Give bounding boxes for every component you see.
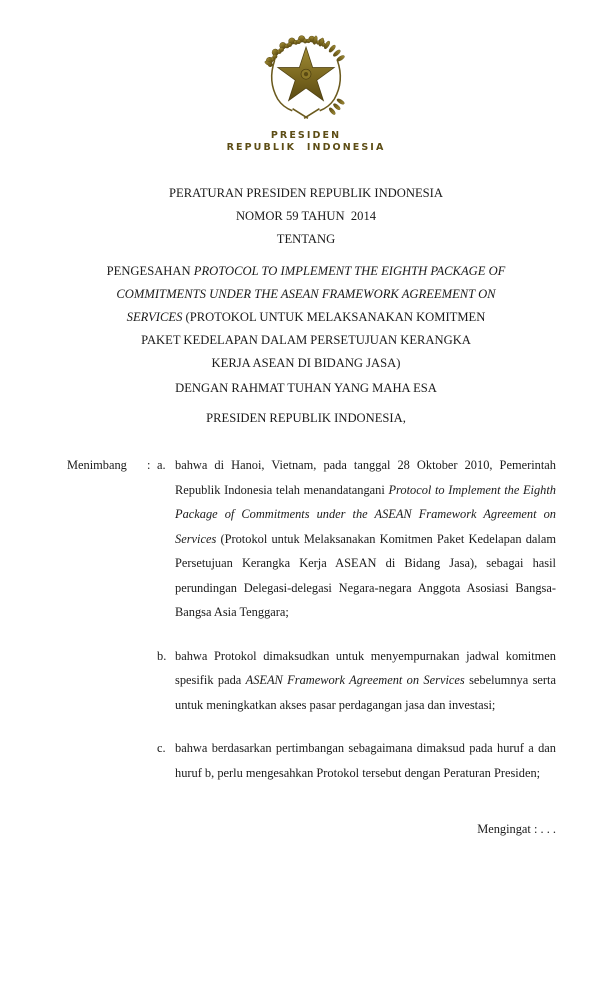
considerans-a-part2: (Protokol untuk Melaksanakan Komitmen Paket Kedelapan dalam Persetujuan Kerangka Kerja ASEAN di Bidang Jasa), sebagai hasil perundingan Delegasi-delegasi Negara-negara Anggota Asosiasi Bangsa-Bangsa Asia Tenggara;: [175, 531, 556, 619]
title-line-pengesahan-5: KERJA ASEAN DI BIDANG JASA): [211, 356, 401, 370]
considerans-text-b: [175, 644, 556, 718]
considerans-a-italic: Protocol to Implement the Eighth Package of Commitments under the ASEAN Framework Agreement on Services: [175, 482, 557, 546]
considerans-a-part1: bahwa di Hanoi, Vietnam, pada tanggal 28 Oktober 2010, Pemerintah Republik Indonesia telah menandatangani: [175, 458, 556, 497]
considerans-label: Menimbang: [67, 458, 127, 472]
title-pengesahan-word: PENGESAHAN: [106, 264, 194, 278]
title-line-pengesahan-2: [56, 283, 556, 306]
considerans-b-part2: sebelumnya serta untuk meningkatkan akses pasar perdagangan jasa dan investasi;: [175, 673, 556, 712]
enactment-block: [56, 373, 556, 433]
letterhead-line-presiden: PRESIDEN: [270, 130, 342, 141]
catchword-mengingat: Mengingat : . . .: [477, 822, 556, 836]
title-line-pengesahan-3: [56, 306, 556, 329]
title-protocol-en-2: COMMITMENTS UNDER THE ASEAN FRAMEWORK AGREEMENT ON: [116, 287, 496, 301]
considerans-text-a: [175, 453, 556, 625]
letterhead-text: [0, 130, 612, 154]
title-protokol-id-1: (PROTOKOL UNTUK MELAKSANAKAN KOMITMEN: [185, 310, 486, 324]
title-line-pengesahan-1: [56, 260, 556, 283]
letterhead-line-republik-indonesia: REPUBLIK INDONESIA: [226, 142, 386, 153]
considerans-marker-c: c.: [157, 741, 166, 755]
considerans-b-italic: ASEAN Framework Agreement on Services: [245, 673, 465, 687]
considerans-marker-a: a.: [157, 458, 166, 472]
considerans-item-b: [67, 644, 556, 718]
considerans-colon: :: [147, 458, 151, 472]
indonesia-presidential-seal-icon: [258, 30, 354, 126]
considerans-c-part1: bahwa berdasarkan pertimbangan sebagaimana dimaksud pada huruf a dan huruf b, perlu mengesahkan Protokol tersebut dengan Peraturan Presiden;: [175, 741, 556, 780]
title-line-peraturan: PERATURAN PRESIDEN REPUBLIK INDONESIA: [169, 186, 443, 200]
title-protocol-en-1: PROTOCOL TO IMPLEMENT THE EIGHTH PACKAGE OF: [193, 264, 506, 278]
regulation-title-block: [56, 182, 556, 375]
enactment-line-rahmat: DENGAN RAHMAT TUHAN YANG MAHA ESA: [175, 381, 437, 395]
title-line-tentang: TENTANG: [276, 232, 336, 246]
title-protocol-en-3: SERVICES: [126, 310, 186, 324]
considerans-text-c: [175, 736, 556, 785]
title-line-pengesahan-4: PAKET KEDELAPAN DALAM PERSETUJUAN KERANGKA: [141, 333, 471, 347]
title-line-nomor: NOMOR 59 TAHUN 2014: [235, 209, 377, 223]
considerans-marker-b: b.: [157, 648, 167, 663]
letterhead: [0, 30, 612, 154]
considerans-section: [67, 453, 556, 785]
considerans-item-c: [67, 736, 556, 785]
considerans-item-a: [67, 453, 556, 625]
considerans-b-part1: bahwa Protokol dimaksudkan untuk menyempurnakan jadwal komitmen spesifik pada: [175, 648, 556, 687]
enactment-line-presiden: PRESIDEN REPUBLIK INDONESIA,: [206, 411, 406, 425]
